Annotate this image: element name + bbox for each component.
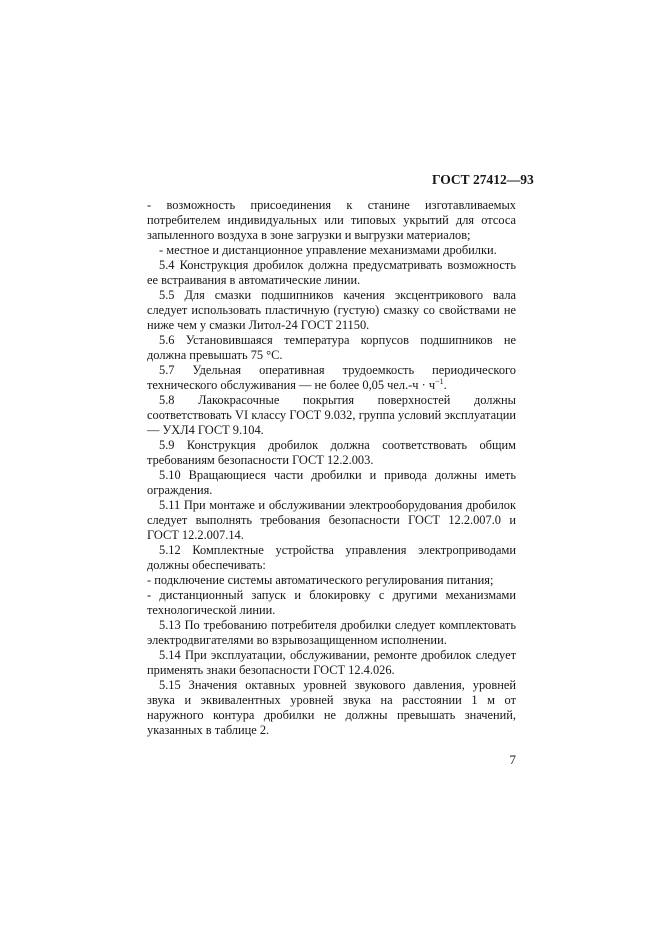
paragraph-text: 5.9 Конструкция дробилок должна соответствовать общим требованиям безопасности ГОСТ 12.2.003. <box>147 438 516 467</box>
paragraph-tail: . <box>443 378 447 392</box>
paragraph-text: - подключение системы автоматического регулирования питания; <box>147 573 494 587</box>
paragraph <box>147 288 516 333</box>
paragraph <box>147 363 516 393</box>
paragraph-text: 5.12 Комплектные устройства управления электроприводами должны обеспечивать: <box>147 543 516 572</box>
paragraph <box>147 618 516 648</box>
paragraph-text: 5.11 При монтаже и обслуживании электрооборудования дробилок следует выполнять требования безопасности ГОСТ 12.2.007.0 и ГОСТ 12.2.007.14. <box>147 498 516 542</box>
paragraph <box>147 498 516 543</box>
paragraph <box>147 573 516 588</box>
paragraph <box>147 678 516 738</box>
paragraph <box>147 438 516 468</box>
paragraph <box>147 588 516 618</box>
superscript: −1 <box>435 376 444 386</box>
paragraph <box>147 333 516 363</box>
paragraph <box>147 468 516 498</box>
paragraph <box>147 243 516 258</box>
paragraph-text: - дистанционный запуск и блокировку с другими механизмами технологической линии. <box>147 588 516 617</box>
paragraph-text: 5.10 Вращающиеся части дробилки и привода должны иметь ограждения. <box>147 468 516 497</box>
paragraph-text: 5.7 Удельная оперативная трудоемкость периодического технического обслуживания — не более 0,05 чел.-ч · ч <box>147 363 516 392</box>
paragraph <box>147 648 516 678</box>
paragraph-text: 5.8 Лакокрасочные покрытия поверхностей должны соответствовать VI классу ГОСТ 9.032, группа условий эксплуатации — УХЛ4 ГОСТ 9.104. <box>147 393 516 437</box>
paragraph-text: - местное и дистанционное управление механизмами дробилки. <box>159 243 497 257</box>
paragraph <box>147 393 516 438</box>
paragraph-text: 5.4 Конструкция дробилок должна предусматривать возможность ее встраивания в автоматические линии. <box>147 258 516 287</box>
document-header: ГОСТ 27412—93 <box>432 172 534 187</box>
paragraph <box>147 543 516 573</box>
paragraph <box>147 198 516 243</box>
paragraph-text: 5.15 Значения октавных уровней звукового давления, уровней звука и эквивалентных уровней звука на расстоянии 1 м от наружного контура дробилки не должны превышать значений, указанных в таблице 2. <box>147 678 516 737</box>
paragraph-text: - возможность присоединения к станине изготавливаемых потребителем индивидуальных или типовых укрытий для отсоса запыленного воздуха в зоне загрузки и выгрузки материалов; <box>147 198 516 242</box>
paragraph <box>147 258 516 288</box>
paragraph-text: 5.6 Установившаяся температура корпусов подшипников не должна превышать 75 °С. <box>147 333 516 362</box>
paragraph-text: 5.13 По требованию потребителя дробилки следует комплектовать электродвигателями во взрывозащищенном исполнении. <box>147 618 516 647</box>
document-body <box>147 198 516 738</box>
page-number: 7 <box>509 752 516 767</box>
paragraph-text: 5.14 При эксплуатации, обслуживании, ремонте дробилок следует применять знаки безопасности ГОСТ 12.4.026. <box>147 648 516 677</box>
paragraph-text: 5.5 Для смазки подшипников качения эксцентрикового вала следует использовать пластичную (густую) смазку со свойствами не ниже чем у смазки Литол-24 ГОСТ 21150. <box>147 288 516 332</box>
